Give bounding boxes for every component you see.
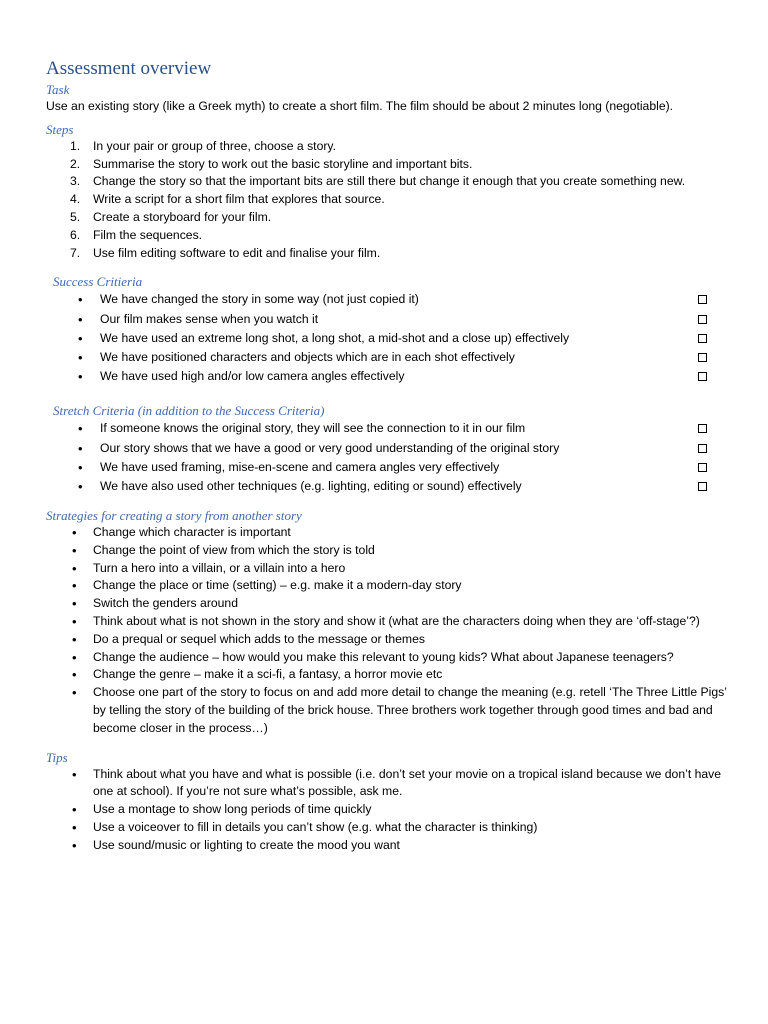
criteria-text: We have used an extreme long shot, a long shot, a mid-shot and a close up) effectively: [100, 330, 570, 345]
criteria-text: We have used high and/or low camera angles effectively: [100, 369, 405, 384]
checkbox[interactable]: [698, 482, 707, 491]
list-item: • Change the place or time (setting) – e.g. make it a modern-day story: [46, 577, 728, 595]
success-criteria-heading: Success Critieria: [53, 274, 143, 290]
step-item: [46, 245, 728, 263]
checkbox[interactable]: [698, 444, 707, 453]
step-text: Write a script for a short film that explores that source.: [93, 192, 385, 207]
criteria-text: Our film makes sense when you watch it: [100, 311, 319, 326]
steps-heading: Steps: [46, 121, 74, 137]
tips-list: [46, 766, 728, 855]
step-number: 2.: [70, 156, 81, 171]
step-text: Film the sequences.: [93, 227, 203, 242]
step-number: 1.: [70, 138, 81, 153]
criteria-item: [46, 348, 728, 367]
list-item: • Use sound/music or lighting to create the mood you want: [46, 837, 728, 855]
tips-heading: Tips: [46, 749, 68, 765]
step-item: [46, 191, 728, 209]
list-item: • Change the point of view from which the story is told: [46, 542, 728, 560]
list-item: • Use a montage to show long periods of time quickly: [46, 801, 728, 819]
list-item: • Change the genre – make it a sci-fi, a fantasy, a horror movie etc: [46, 666, 728, 684]
success-criteria-list: [46, 290, 728, 386]
step-number: 3.: [70, 174, 81, 189]
criteria-text: We have also used other techniques (e.g. lighting, editing or sound) effectively: [100, 478, 522, 493]
checkbox[interactable]: [698, 424, 707, 433]
criteria-item: [46, 439, 728, 458]
criteria-item: [46, 458, 728, 477]
step-number: 4.: [70, 192, 81, 207]
checkbox[interactable]: [698, 463, 707, 472]
strategies-list: [46, 524, 728, 738]
checkbox[interactable]: [698, 353, 707, 362]
task-heading: Task: [46, 82, 70, 97]
list-item: • Think about what you have and what is possible (i.e. don’t set your movie on a tropical island because we don’t have one at school). If you’re not sure what’s possible, ask me.: [46, 766, 728, 802]
step-item: [46, 227, 728, 245]
list-item: • Choose one part of the story to focus on and add more detail to change the meaning (e.g. retell ‘The Three Little Pigs’ by telling the story of the building of the brick house. Three brothers work together through good times and bad and become closer in the process…): [46, 684, 728, 737]
stretch-criteria-list: [46, 419, 728, 496]
step-text: Summarise the story to work out the basic storyline and important bits.: [93, 156, 473, 171]
criteria-text: If someone knows the original story, they will see the connection to it in our film: [100, 421, 526, 436]
criteria-text: We have positioned characters and objects which are in each shot effectively: [100, 349, 515, 364]
step-number: 6.: [70, 227, 81, 242]
criteria-item: [46, 419, 728, 438]
list-item: • Switch the genders around: [46, 595, 728, 613]
step-item: [46, 138, 728, 156]
checkbox[interactable]: [698, 372, 707, 381]
criteria-item: [46, 310, 728, 329]
step-item: [46, 209, 728, 227]
criteria-item: [46, 329, 728, 348]
step-text: Use film editing software to edit and finalise your film.: [93, 245, 381, 260]
criteria-item: [46, 290, 728, 309]
step-number: 7.: [70, 245, 81, 260]
strategies-heading: Strategies for creating a story from another story: [46, 508, 302, 524]
list-item: • Change which character is important: [46, 524, 728, 542]
list-item: • Think about what is not shown in the story and show it (what are the characters doing when they are ‘off-stage’?): [46, 613, 728, 631]
criteria-text: We have changed the story in some way (not just copied it): [100, 292, 419, 307]
step-text: Change the story so that the important bits are still there but change it enough that you create something new.: [93, 174, 686, 189]
checkbox[interactable]: [698, 334, 707, 343]
list-item: • Turn a hero into a villain, or a villain into a hero: [46, 560, 728, 578]
task-text: Use an existing story (like a Greek myth) to create a short film. The film should be about 2 minutes long (negotiable).: [46, 99, 674, 113]
checkbox[interactable]: [698, 315, 707, 324]
step-item: [46, 156, 728, 174]
page-title: Assessment overview: [46, 58, 212, 79]
steps-list: [46, 138, 728, 263]
step-item: [46, 173, 728, 191]
step-text: Create a storyboard for your film.: [93, 209, 272, 224]
checkbox[interactable]: [698, 295, 707, 304]
stretch-criteria-heading: Stretch Criteria (in addition to the Success Criteria): [53, 403, 325, 419]
criteria-item: [46, 477, 728, 496]
list-item: • Change the audience – how would you make this relevant to young kids? What about Japanese teenagers?: [46, 649, 728, 667]
criteria-text: We have used framing, mise-en-scene and camera angles very effectively: [100, 459, 500, 474]
step-number: 5.: [70, 209, 81, 224]
step-text: In your pair or group of three, choose a story.: [93, 138, 336, 153]
criteria-text: Our story shows that we have a good or very good understanding of the original story: [100, 440, 560, 455]
criteria-item: [46, 367, 728, 386]
list-item: • Use a voiceover to fill in details you can’t show (e.g. what the character is thinking): [46, 819, 728, 837]
list-item: • Do a prequal or sequel which adds to the message or themes: [46, 631, 728, 649]
